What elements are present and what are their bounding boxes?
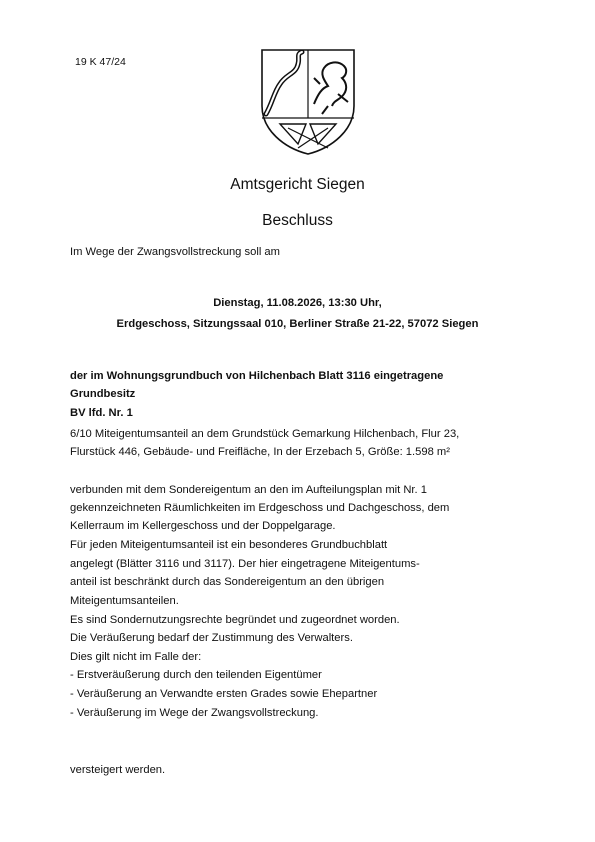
body-line: Die Veräußerung bedarf der Zustimmung des Verwalters.	[70, 632, 353, 644]
closing-text: versteigert werden.	[70, 764, 166, 776]
case-reference: 19 K 47/24	[75, 56, 126, 68]
body-line: verbunden mit dem Sondereigentum an den im Aufteilungsplan mit Nr. 1	[70, 484, 427, 496]
body-line: Es sind Sondernutzungsrechte begründet und zugeordnet worden.	[70, 614, 400, 626]
body-line: Kellerraum im Kellergeschoss und der Doppelgarage.	[70, 520, 336, 532]
body-line: anteil ist beschränkt durch das Sondereigentum an den übrigen	[70, 576, 385, 588]
body-line: angelegt (Blätter 3116 und 3117). Der hier eingetragene Miteigentums-	[70, 558, 420, 570]
body-line: gekennzeichneten Räumlichkeiten im Erdgeschoss und Dachgeschoss, dem	[70, 502, 450, 514]
object-heading-cont: Grundbesitz	[70, 388, 136, 400]
list-item: - Veräußerung an Verwandte ersten Grades sowie Ehepartner	[70, 688, 378, 700]
body-line: Für jeden Miteigentumsanteil ist ein besonderes Grundbuchblatt	[70, 539, 388, 551]
bv-label: BV lfd. Nr. 1	[70, 407, 133, 419]
body-line: Dies gilt nicht im Falle der:	[70, 651, 202, 663]
description-line: 6/10 Miteigentumsanteil an dem Grundstück Gemarkung Hilchenbach, Flur 23,	[70, 428, 460, 440]
list-item: - Erstveräußerung durch den teilenden Eigentümer	[70, 669, 322, 681]
document-title: Beschluss	[262, 212, 333, 229]
court-name: Amtsgericht Siegen	[230, 176, 365, 193]
body-line: Miteigentumsanteilen.	[70, 595, 179, 607]
object-heading: der im Wohnungsgrundbuch von Hilchenbach Blatt 3116 eingetragene	[70, 370, 444, 382]
description-line: Flurstück 446, Gebäude- und Freifläche, In der Erzebach 5, Größe: 1.598 m²	[70, 446, 450, 458]
intro-text: Im Wege der Zwangsvollstreckung soll am	[70, 246, 280, 258]
auction-location: Erdgeschoss, Sitzungssaal 010, Berliner Straße 21-22, 57072 Siegen	[116, 318, 479, 330]
coat-of-arms-icon	[258, 44, 358, 156]
list-item: - Veräußerung im Wege der Zwangsvollstreckung.	[70, 707, 319, 719]
auction-date: Dienstag, 11.08.2026, 13:30 Uhr,	[213, 297, 382, 309]
